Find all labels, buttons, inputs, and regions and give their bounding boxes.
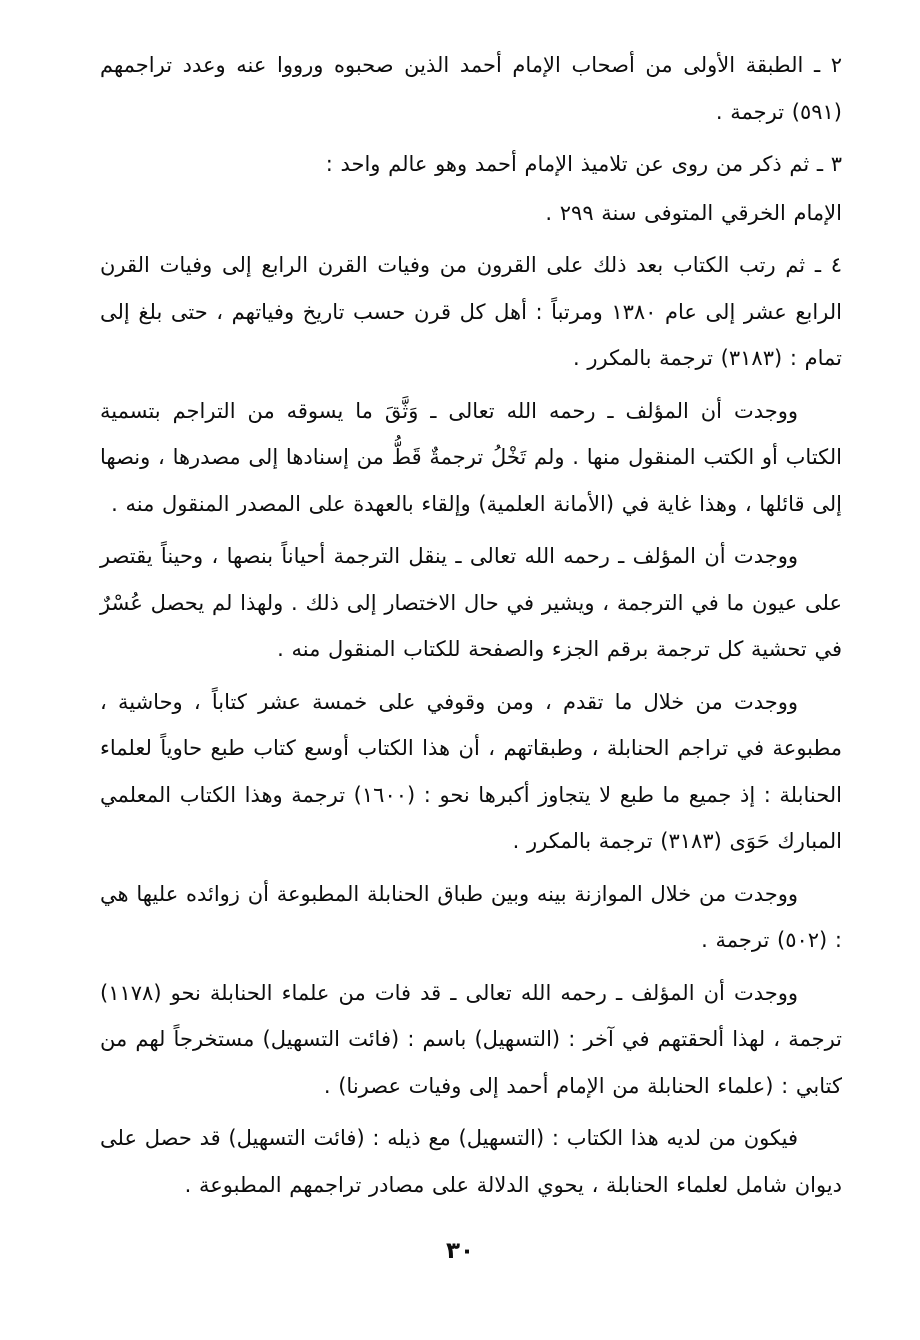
body-text: [100, 42, 842, 1214]
page-number: ٣٠: [445, 1238, 475, 1264]
paragraph-documentation: ووجدت أن المؤلف ـ رحمه الله تعالى ـ وَثَّقَ ما يسوقه من التراجم بتسمية الكتاب أو الكتب المنقول منها . ولم تَخْلُ ترجمةٌ قَطُّ من إسنادها إلى مصدرها ، ونصها إلى قائلها ، وهذا غاية في (الأمانة العلمية) وإلقاء بالعهدة على المصدر المنقول منه .: [100, 398, 842, 516]
paragraph-item-3-narrators: ٣ ـ ثم ذكر من روى عن تلاميذ الإمام أحمد وهو عالم واحد :: [325, 152, 842, 176]
paragraph-conclusion: فيكون من لديه هذا الكتاب : (التسهيل) مع ذيله : (فائت التسهيل) قد حصل على ديوان شامل لعلماء الحنابلة ، يحوي الدلالة على مصادر تراجمهم المطبوعة .: [100, 1126, 842, 1197]
paragraph-imam-khiraqi: الإمام الخرقي المتوفى سنة ٢٩٩ .: [545, 200, 842, 225]
paragraph-item-2-first-class: ٢ ـ الطبقة الأولى من أصحاب الإمام أحمد الذين صحبوه ورووا عنه وعدد تراجمهم (٥٩١) ترجمة .: [100, 53, 842, 124]
paragraph-comparison-books: ووجدت من خلال ما تقدم ، ومن وقوفي على خمسة عشر كتاباً ، وحاشية ، مطبوعة في تراجم الحنابلة ، وطبقاتهم ، أن هذا الكتاب أوسع كتاب طبع حاوياً لعلماء الحنابلة : إذ جميع ما طبع لا يتجاوز أكبرها نحو : (١٦٠٠) ترجمة وهذا الكتاب المعلمي المبارك حَوَى (٣١٨٣) ترجمة بالمكرر .: [100, 689, 843, 853]
paragraph-additions: ووجدت من خلال الموازنة بينه وبين طباق الحنابلة المطبوعة أن زوائده عليها هي : (٥٠٢) ترجمة .: [100, 881, 842, 952]
paragraph-transcription: ووجدت أن المؤلف ـ رحمه الله تعالى ـ ينقل الترجمة أحياناً بنصها ، وحيناً يقتصر على عيون ما في الترجمة ، ويشير في حال الاختصار إلى ذلك . ولهذا لم يحصل عُسْرٌ في تحشية كل ترجمة برقم الجزء والصفحة للكتاب المنقول منه .: [100, 544, 842, 661]
paragraph-item-4-arrangement: ٤ ـ ثم رتب الكتاب بعد ذلك على القرون من وفيات القرن الرابع إلى وفيات القرن الرابع عشر إلى عام ١٣٨٠ ومرتباً : أهل كل قرن حسب تاريخ وفياتهم ، حتى بلغ إلى تمام : (٣١٨٣) ترجمة بالمكرر .: [100, 253, 842, 370]
paragraph-missed-entries: ووجدت أن المؤلف ـ رحمه الله تعالى ـ قد فات من علماء الحنابلة نحو (١١٧٨) ترجمة ، لهذا ألحقتهم في آخر : (التسهيل) باسم : (فائت التسهيل) مستخرجاً لهم من كتابي : (علماء الحنابلة من الإمام أحمد إلى وفيات عصرنا) .: [100, 980, 842, 1098]
